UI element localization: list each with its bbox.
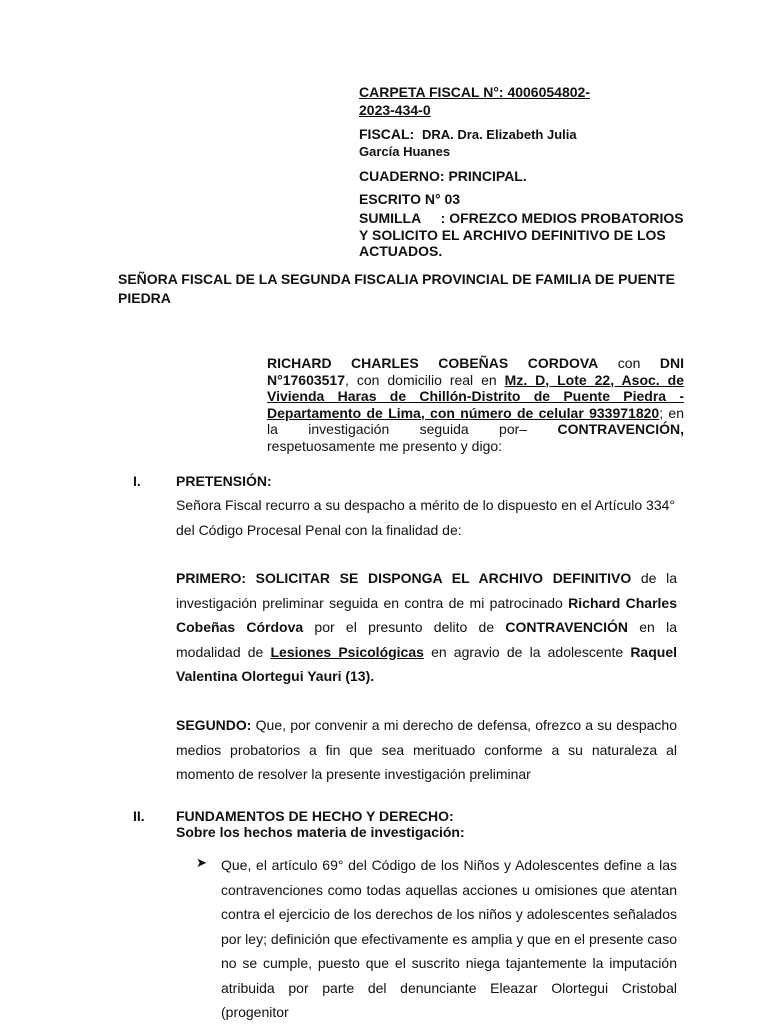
pretension-paragraph: [176, 493, 677, 542]
pretension-line-2: del Código Procesal Penal con la finalidad de:: [176, 521, 462, 538]
intro-text: con: [598, 355, 660, 371]
carpeta-fiscal-line-1: [359, 83, 590, 101]
section-1-number: I.: [133, 473, 141, 489]
fiscal-label: FISCAL:: [359, 126, 415, 142]
section-1-title: PRETENSIÓN:: [176, 473, 272, 489]
escrito-line: ESCRITO N° 03: [359, 191, 461, 207]
carpeta-label: CARPETA FISCAL N°:: [359, 84, 504, 100]
section-2-title: FUNDAMENTOS DE HECHO Y DERECHO:: [176, 808, 454, 824]
sumilla-text: : OFREZCO MEDIOS PROBATORIOS: [440, 210, 684, 226]
primero-lead: PRIMERO: SOLICITAR SE DISPONGA EL ARCHIVO DEFINITIVO: [176, 570, 632, 586]
pretension-line-1: Señora Fiscal recurro a su despacho a mérito de lo dispuesto en el Artículo 334°: [176, 497, 675, 513]
sumilla-label: SUMILLA: [359, 210, 422, 226]
modality-inline: Lesiones Psicológicas: [270, 643, 424, 660]
victim-name: Raquel Valentina Olortegui Yauri (13).: [176, 643, 677, 684]
sumilla-line-3: ACTUADOS.: [359, 243, 443, 259]
arrow-bullet-icon: ➤: [196, 855, 207, 870]
crime-label: CONTRAVENCIÓN,: [557, 421, 684, 437]
crime-inline: CONTRAVENCIÓN: [505, 619, 629, 635]
client-name-inline: Richard Charles Cobeñas Córdova: [176, 594, 677, 635]
section-2-number: II.: [133, 808, 145, 824]
primero-text: de la investigación preliminar seguida en contra de mi patrocinado: [176, 570, 677, 611]
intro-text: , con domicilio real en: [345, 371, 505, 388]
primero-text: en agravio de la adolescente: [423, 643, 631, 660]
segundo-text: Que, por convenir a mi derecho de defensa, ofrezco a su despacho medios probatorios a fin que sea merituado conforme a su naturaleza al momento de resolver la presente investigación preliminar: [176, 717, 677, 782]
carpeta-number: 4006054802-: [507, 84, 590, 100]
intro-paragraph: [267, 355, 684, 454]
segundo-paragraph: [176, 713, 677, 787]
fiscal-name: DRA. Dra. Elizabeth Julia: [422, 127, 577, 142]
fiscal-line-2: García Huanes: [359, 144, 451, 159]
intro-text: respetuosamente me presento y digo:: [267, 437, 503, 454]
sumilla-line-1: [359, 209, 684, 227]
client-dni: DNI N°17603517: [267, 355, 684, 388]
segundo-lead: SEGUNDO:: [176, 717, 252, 733]
client-name: RICHARD CHARLES COBEÑAS CORDOVA: [267, 355, 599, 371]
primero-text: en la modalidad de: [176, 619, 677, 660]
fiscal-line-1: [359, 125, 577, 144]
section-2-subtitle: Sobre los hechos materia de investigación:: [176, 824, 465, 840]
cuaderno-line: CUADERNO: PRINCIPAL.: [359, 168, 527, 184]
primero-text: por el presunto delito de: [303, 619, 506, 635]
fundamentos-bullet-text: Que, el artículo 69° del Código de los Niños y Adolescentes define a las contravenciones como todas aquellas acciones u omisiones que atentan contra el ejercicio de los derechos de los niños y adolescentes señalados por ley; definición que efectivamente es amplia y que en el presente caso no se cumple, puesto que el suscrito niega tajantemente la imputación atribuida por parte del denunciante Eleazar Olortegui Cristobal (progenitor: [221, 857, 677, 1020]
primero-paragraph: [176, 566, 677, 689]
intro-text: ; en la investigación seguida por–: [267, 404, 684, 437]
carpeta-fiscal-line-2: 2023-434-0: [359, 102, 431, 118]
addressee-heading: SEÑORA FISCAL DE LA SEGUNDA FISCALIA PROVINCIAL DE FAMILIA DE PUENTE PIEDRA: [118, 271, 675, 306]
client-address: Mz. D, Lote 22, Asoc. de Vivienda Haras de Chillón-Distrito de Puente Piedra - Departamento de Lima, con número de celular 933971820: [267, 371, 684, 421]
sumilla-line-2: Y SOLICITO EL ARCHIVO DEFINITIVO DE LOS: [359, 227, 666, 243]
